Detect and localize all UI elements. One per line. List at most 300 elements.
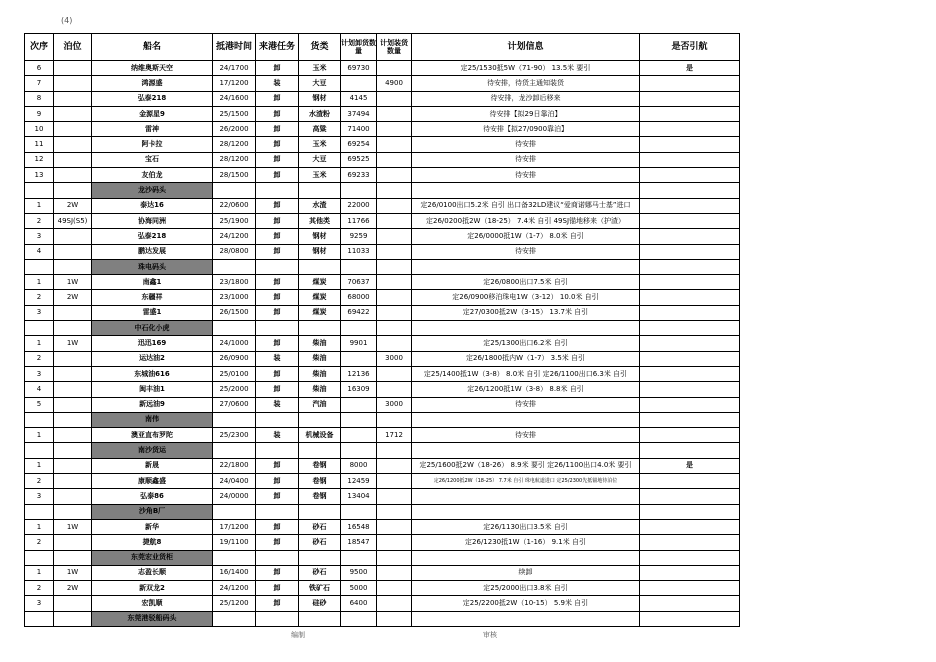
cell-plan: 定25/1300出口6.2米 自引 bbox=[412, 336, 640, 351]
cell-arrival: 26/0900 bbox=[213, 351, 256, 366]
cell-plan: 待安排，龙沙卸后移来 bbox=[412, 91, 640, 106]
section-blank-cell bbox=[213, 611, 256, 626]
cell-load-qty bbox=[377, 106, 412, 121]
cell-berth bbox=[54, 61, 92, 76]
col-header-cargo: 货类 bbox=[299, 34, 341, 61]
cell-berth bbox=[54, 366, 92, 381]
table-row bbox=[25, 458, 740, 473]
section-blank-cell bbox=[341, 504, 377, 519]
table-row bbox=[25, 106, 740, 121]
cell-arrival: 24/0000 bbox=[213, 489, 256, 504]
cell-arrival: 23/1800 bbox=[213, 275, 256, 290]
section-blank-cell bbox=[341, 259, 377, 274]
cell-seq: 1 bbox=[25, 519, 54, 534]
cell-plan: 待安排，待货主通知装货 bbox=[412, 76, 640, 91]
section-blank-cell bbox=[377, 443, 412, 458]
cell-berth: 49SJ(S5) bbox=[54, 213, 92, 228]
cell-plan: 待安排【拟29日靠泊】 bbox=[412, 106, 640, 121]
cell-cargo: 钢材 bbox=[299, 229, 341, 244]
section-blank-cell bbox=[412, 321, 640, 336]
cell-unload-qty: 16548 bbox=[341, 519, 377, 534]
section-blank-cell bbox=[213, 550, 256, 565]
cell-ship: 鸿源盛 bbox=[92, 76, 213, 91]
footer-compiled: 编制 bbox=[291, 631, 305, 639]
cell-pilot bbox=[640, 244, 740, 259]
cell-arrival: 23/1000 bbox=[213, 290, 256, 305]
cell-plan: 定25/1530抵5W（71-90） 13.5米 要引 bbox=[412, 61, 640, 76]
cell-ship: 东疆祥 bbox=[92, 290, 213, 305]
cell-arrival: 24/1700 bbox=[213, 61, 256, 76]
cell-arrival: 28/1200 bbox=[213, 137, 256, 152]
cell-unload-qty: 4145 bbox=[341, 91, 377, 106]
cell-unload-qty: 71400 bbox=[341, 122, 377, 137]
table-row bbox=[25, 122, 740, 137]
table-row bbox=[25, 213, 740, 228]
table-row bbox=[25, 91, 740, 106]
cell-plan: 待安排 bbox=[412, 428, 640, 443]
cell-arrival: 25/2000 bbox=[213, 382, 256, 397]
section-blank-cell bbox=[256, 443, 299, 458]
cell-seq: 3 bbox=[25, 596, 54, 611]
cell-pilot bbox=[640, 489, 740, 504]
cell-berth bbox=[54, 91, 92, 106]
cell-ship: 东城油616 bbox=[92, 366, 213, 381]
cell-arrival: 28/1200 bbox=[213, 152, 256, 167]
cell-ship: 捷航8 bbox=[92, 535, 213, 550]
cell-seq: 4 bbox=[25, 244, 54, 259]
cell-load-qty bbox=[377, 229, 412, 244]
cell-task: 装 bbox=[256, 76, 299, 91]
cell-task: 卸 bbox=[256, 275, 299, 290]
section-blank-cell bbox=[213, 504, 256, 519]
cell-ship: 宝石 bbox=[92, 152, 213, 167]
section-blank-cell bbox=[213, 183, 256, 198]
cell-load-qty bbox=[377, 305, 412, 320]
cell-load-qty bbox=[377, 565, 412, 580]
section-blank-cell bbox=[256, 550, 299, 565]
section-blank-cell bbox=[54, 321, 92, 336]
cell-cargo: 硅砂 bbox=[299, 596, 341, 611]
table-row bbox=[25, 244, 740, 259]
cell-ship: 纳维奥斯天空 bbox=[92, 61, 213, 76]
cell-pilot bbox=[640, 91, 740, 106]
cell-load-qty bbox=[377, 275, 412, 290]
cell-berth bbox=[54, 76, 92, 91]
section-row bbox=[25, 412, 740, 427]
section-blank-cell bbox=[25, 611, 54, 626]
cell-task: 卸 bbox=[256, 336, 299, 351]
cell-seq: 7 bbox=[25, 76, 54, 91]
cell-plan: 定26/1200抵1W（3-8） 8.8米 自引 bbox=[412, 382, 640, 397]
cell-ship: 金源星9 bbox=[92, 106, 213, 121]
cell-berth: 2W bbox=[54, 581, 92, 596]
cell-seq: 3 bbox=[25, 229, 54, 244]
cell-ship: 康顺鑫盛 bbox=[92, 474, 213, 489]
cell-task: 卸 bbox=[256, 382, 299, 397]
cell-task: 卸 bbox=[256, 106, 299, 121]
cell-pilot bbox=[640, 137, 740, 152]
section-blank-cell bbox=[256, 183, 299, 198]
section-blank-cell bbox=[25, 550, 54, 565]
cell-task: 卸 bbox=[256, 565, 299, 580]
cell-berth bbox=[54, 382, 92, 397]
section-blank-cell bbox=[54, 259, 92, 274]
section-blank-cell bbox=[256, 504, 299, 519]
section-blank-cell bbox=[213, 443, 256, 458]
table-row bbox=[25, 290, 740, 305]
cell-load-qty bbox=[377, 474, 412, 489]
cell-task: 卸 bbox=[256, 213, 299, 228]
cell-cargo: 柴油 bbox=[299, 336, 341, 351]
cell-unload-qty: 9901 bbox=[341, 336, 377, 351]
cell-plan: 定25/1400抵1W（3-8） 8.0米 自引 定26/1100出口6.3米 自引 bbox=[412, 366, 640, 381]
cell-seq: 2 bbox=[25, 535, 54, 550]
table-row bbox=[25, 428, 740, 443]
cell-unload-qty: 12459 bbox=[341, 474, 377, 489]
cell-cargo: 水渣 bbox=[299, 198, 341, 213]
cell-cargo: 其他类 bbox=[299, 213, 341, 228]
cell-task: 装 bbox=[256, 351, 299, 366]
cell-load-qty bbox=[377, 213, 412, 228]
cell-berth bbox=[54, 458, 92, 473]
section-blank-cell bbox=[256, 259, 299, 274]
table-row bbox=[25, 76, 740, 91]
cell-plan bbox=[412, 489, 640, 504]
cell-unload-qty: 16309 bbox=[341, 382, 377, 397]
table-row bbox=[25, 366, 740, 381]
cell-arrival: 17/1200 bbox=[213, 519, 256, 534]
cell-berth bbox=[54, 489, 92, 504]
cell-cargo: 玉米 bbox=[299, 61, 341, 76]
cell-ship: 南鑫1 bbox=[92, 275, 213, 290]
section-row bbox=[25, 259, 740, 274]
cell-seq: 1 bbox=[25, 428, 54, 443]
cell-cargo: 玉米 bbox=[299, 137, 341, 152]
table-row bbox=[25, 565, 740, 580]
cell-task: 卸 bbox=[256, 366, 299, 381]
cell-plan: 定26/1230抵1W（1-16） 9.1米 自引 bbox=[412, 535, 640, 550]
cell-unload-qty bbox=[341, 397, 377, 412]
section-blank-cell bbox=[412, 443, 640, 458]
cell-plan: 定26/0800出口7.5米 自引 bbox=[412, 275, 640, 290]
table-row bbox=[25, 168, 740, 183]
cell-arrival: 19/1100 bbox=[213, 535, 256, 550]
section-blank-cell bbox=[213, 259, 256, 274]
cell-unload-qty bbox=[341, 351, 377, 366]
section-blank-cell bbox=[25, 443, 54, 458]
table-row bbox=[25, 336, 740, 351]
cell-pilot bbox=[640, 275, 740, 290]
cell-seq: 2 bbox=[25, 351, 54, 366]
section-row bbox=[25, 550, 740, 565]
cell-task: 卸 bbox=[256, 581, 299, 596]
cell-pilot bbox=[640, 382, 740, 397]
section-blank-cell bbox=[299, 259, 341, 274]
section-blank-cell bbox=[256, 611, 299, 626]
cell-load-qty bbox=[377, 91, 412, 106]
cell-pilot bbox=[640, 428, 740, 443]
cell-cargo: 汽油 bbox=[299, 397, 341, 412]
cell-ship: 泰达16 bbox=[92, 198, 213, 213]
cell-cargo: 煤炭 bbox=[299, 305, 341, 320]
section-blank-cell bbox=[412, 183, 640, 198]
cell-load-qty bbox=[377, 168, 412, 183]
col-header-seq: 次序 bbox=[25, 34, 54, 61]
cell-pilot: 是 bbox=[640, 458, 740, 473]
section-blank-cell bbox=[25, 504, 54, 519]
table-row bbox=[25, 229, 740, 244]
cell-berth bbox=[54, 229, 92, 244]
cell-ship: 雷盛1 bbox=[92, 305, 213, 320]
cell-berth: 2W bbox=[54, 198, 92, 213]
cell-unload-qty: 5000 bbox=[341, 581, 377, 596]
cell-berth bbox=[54, 152, 92, 167]
cell-task: 卸 bbox=[256, 305, 299, 320]
cell-pilot bbox=[640, 106, 740, 121]
cell-task: 卸 bbox=[256, 519, 299, 534]
cell-task: 卸 bbox=[256, 596, 299, 611]
cell-ship: 弘泰218 bbox=[92, 229, 213, 244]
section-name: 龙沙码头 bbox=[92, 183, 213, 198]
cell-arrival: 22/0600 bbox=[213, 198, 256, 213]
col-header-berth: 泊位 bbox=[54, 34, 92, 61]
cell-task: 卸 bbox=[256, 61, 299, 76]
section-blank-cell bbox=[341, 183, 377, 198]
col-header-unload-qty: 计划卸货数量 bbox=[341, 34, 377, 61]
cell-plan: 待安排 bbox=[412, 137, 640, 152]
table-row bbox=[25, 198, 740, 213]
cell-unload-qty: 18547 bbox=[341, 535, 377, 550]
cell-ship: 鹏达发展 bbox=[92, 244, 213, 259]
cell-berth bbox=[54, 137, 92, 152]
cell-task: 卸 bbox=[256, 458, 299, 473]
cell-arrival: 22/1800 bbox=[213, 458, 256, 473]
section-row bbox=[25, 504, 740, 519]
cell-plan: 定26/0000抵1W（1-7） 8.0米 自引 bbox=[412, 229, 640, 244]
cell-plan: 定27/0300抵2W（3-15） 13.7米 自引 bbox=[412, 305, 640, 320]
cell-pilot bbox=[640, 229, 740, 244]
section-name: 沙角B厂 bbox=[92, 504, 213, 519]
cell-berth: 1W bbox=[54, 336, 92, 351]
section-blank-cell bbox=[25, 259, 54, 274]
cell-ship: 新华 bbox=[92, 519, 213, 534]
cell-pilot bbox=[640, 76, 740, 91]
section-blank-cell bbox=[299, 412, 341, 427]
cell-arrival: 27/0600 bbox=[213, 397, 256, 412]
section-blank-cell bbox=[341, 550, 377, 565]
cell-task: 卸 bbox=[256, 244, 299, 259]
cell-seq: 5 bbox=[25, 397, 54, 412]
cell-pilot bbox=[640, 336, 740, 351]
cell-ship: 新双龙2 bbox=[92, 581, 213, 596]
col-header-load-qty: 计划装货数量 bbox=[377, 34, 412, 61]
section-blank-cell bbox=[256, 412, 299, 427]
cell-ship: 协海同洲 bbox=[92, 213, 213, 228]
cell-cargo: 砂石 bbox=[299, 535, 341, 550]
cell-unload-qty: 9259 bbox=[341, 229, 377, 244]
section-blank-cell bbox=[640, 259, 740, 274]
cell-plan: 定25/2000出口3.8米 自引 bbox=[412, 581, 640, 596]
section-blank-cell bbox=[213, 412, 256, 427]
cell-task: 卸 bbox=[256, 137, 299, 152]
cell-plan: 定26/0100出口5.2米 自引 出口备32LD建议“爱商诺娜马士基”进口 bbox=[412, 198, 640, 213]
cell-unload-qty bbox=[341, 76, 377, 91]
cell-task: 卸 bbox=[256, 198, 299, 213]
cell-task: 卸 bbox=[256, 535, 299, 550]
section-blank-cell bbox=[54, 611, 92, 626]
cell-cargo: 煤炭 bbox=[299, 290, 341, 305]
cell-arrival: 28/0800 bbox=[213, 244, 256, 259]
cell-ship: 新晟 bbox=[92, 458, 213, 473]
cell-task: 装 bbox=[256, 428, 299, 443]
cell-load-qty: 3000 bbox=[377, 397, 412, 412]
cell-seq: 6 bbox=[25, 61, 54, 76]
cell-unload-qty: 22000 bbox=[341, 198, 377, 213]
cell-seq: 3 bbox=[25, 366, 54, 381]
cell-task: 卸 bbox=[256, 229, 299, 244]
cell-seq: 11 bbox=[25, 137, 54, 152]
cell-task: 卸 bbox=[256, 122, 299, 137]
cell-ship: 迅迅169 bbox=[92, 336, 213, 351]
cell-seq: 12 bbox=[25, 152, 54, 167]
cell-arrival: 24/1000 bbox=[213, 336, 256, 351]
page-number: (4) bbox=[61, 16, 73, 25]
section-blank-cell bbox=[640, 611, 740, 626]
table-row bbox=[25, 489, 740, 504]
cell-unload-qty: 69254 bbox=[341, 137, 377, 152]
cell-seq: 8 bbox=[25, 91, 54, 106]
cell-load-qty bbox=[377, 366, 412, 381]
cell-ship: 宏凯顺 bbox=[92, 596, 213, 611]
cell-cargo: 煤炭 bbox=[299, 275, 341, 290]
section-blank-cell bbox=[54, 550, 92, 565]
cell-berth bbox=[54, 305, 92, 320]
cell-load-qty bbox=[377, 244, 412, 259]
cell-seq: 9 bbox=[25, 106, 54, 121]
cell-berth bbox=[54, 397, 92, 412]
cell-cargo: 柴油 bbox=[299, 351, 341, 366]
table-row bbox=[25, 596, 740, 611]
cell-pilot bbox=[640, 213, 740, 228]
cell-load-qty bbox=[377, 290, 412, 305]
cell-arrival: 24/0400 bbox=[213, 474, 256, 489]
cell-cargo: 柴油 bbox=[299, 366, 341, 381]
cell-plan: 定26/1800抵内W（1-7） 3.5米 自引 bbox=[412, 351, 640, 366]
cell-ship: 闽丰油1 bbox=[92, 382, 213, 397]
header-row bbox=[25, 34, 740, 61]
cell-unload-qty: 68000 bbox=[341, 290, 377, 305]
cell-arrival: 26/2000 bbox=[213, 122, 256, 137]
section-blank-cell bbox=[377, 259, 412, 274]
section-blank-cell bbox=[640, 321, 740, 336]
cell-load-qty bbox=[377, 458, 412, 473]
section-blank-cell bbox=[299, 504, 341, 519]
table-row bbox=[25, 305, 740, 320]
cell-load-qty bbox=[377, 535, 412, 550]
cell-task: 卸 bbox=[256, 489, 299, 504]
cell-load-qty bbox=[377, 581, 412, 596]
cell-pilot bbox=[640, 366, 740, 381]
cell-cargo: 卷钢 bbox=[299, 489, 341, 504]
cell-cargo: 砂石 bbox=[299, 565, 341, 580]
section-blank-cell bbox=[341, 412, 377, 427]
section-blank-cell bbox=[25, 412, 54, 427]
cell-load-qty bbox=[377, 137, 412, 152]
cell-unload-qty: 69233 bbox=[341, 168, 377, 183]
table-row bbox=[25, 61, 740, 76]
section-row bbox=[25, 611, 740, 626]
section-blank-cell bbox=[640, 443, 740, 458]
cell-arrival: 25/1200 bbox=[213, 596, 256, 611]
cell-unload-qty: 69422 bbox=[341, 305, 377, 320]
cell-seq: 13 bbox=[25, 168, 54, 183]
cell-seq: 10 bbox=[25, 122, 54, 137]
cell-berth bbox=[54, 244, 92, 259]
cell-berth bbox=[54, 168, 92, 183]
cell-cargo: 钢材 bbox=[299, 244, 341, 259]
section-blank-cell bbox=[256, 321, 299, 336]
cell-load-qty: 3000 bbox=[377, 351, 412, 366]
cell-unload-qty: 37494 bbox=[341, 106, 377, 121]
cell-pilot bbox=[640, 305, 740, 320]
table-row bbox=[25, 351, 740, 366]
cell-berth bbox=[54, 428, 92, 443]
cell-plan: 定26/1200抵2W（18-25） 7.7米 自引 珠电航道进口 定25/2300先抵锚地待泊位 bbox=[412, 474, 640, 489]
section-blank-cell bbox=[299, 321, 341, 336]
section-blank-cell bbox=[299, 183, 341, 198]
cell-pilot bbox=[640, 290, 740, 305]
col-header-pilot: 是否引航 bbox=[640, 34, 740, 61]
section-blank-cell bbox=[640, 183, 740, 198]
cell-pilot bbox=[640, 198, 740, 213]
table-row bbox=[25, 535, 740, 550]
cell-pilot bbox=[640, 474, 740, 489]
cell-arrival: 17/1200 bbox=[213, 76, 256, 91]
cell-cargo: 铁矿石 bbox=[299, 581, 341, 596]
cell-unload-qty: 69525 bbox=[341, 152, 377, 167]
cell-cargo: 大豆 bbox=[299, 152, 341, 167]
cell-task: 卸 bbox=[256, 152, 299, 167]
cell-seq: 2 bbox=[25, 290, 54, 305]
cell-plan: 待安排 bbox=[412, 244, 640, 259]
cell-pilot bbox=[640, 519, 740, 534]
cell-plan: 待安排 bbox=[412, 397, 640, 412]
cell-pilot bbox=[640, 122, 740, 137]
cell-cargo: 钢材 bbox=[299, 91, 341, 106]
table-row bbox=[25, 474, 740, 489]
section-blank-cell bbox=[412, 550, 640, 565]
cell-unload-qty: 13404 bbox=[341, 489, 377, 504]
section-name: 中石化小虎 bbox=[92, 321, 213, 336]
cell-unload-qty: 70637 bbox=[341, 275, 377, 290]
footer-reviewed: 审核 bbox=[483, 631, 497, 639]
cell-arrival: 26/1500 bbox=[213, 305, 256, 320]
section-blank-cell bbox=[299, 550, 341, 565]
cell-arrival: 28/1500 bbox=[213, 168, 256, 183]
cell-ship: 澳亚直布罗陀 bbox=[92, 428, 213, 443]
cell-unload-qty: 6400 bbox=[341, 596, 377, 611]
section-blank-cell bbox=[54, 504, 92, 519]
cell-seq: 3 bbox=[25, 489, 54, 504]
section-blank-cell bbox=[341, 611, 377, 626]
section-blank-cell bbox=[412, 504, 640, 519]
section-blank-cell bbox=[341, 321, 377, 336]
cell-task: 卸 bbox=[256, 474, 299, 489]
table-row bbox=[25, 397, 740, 412]
cell-plan: 定26/0200抵2W（18-25） 7.4米 自引 49SJ锚地移来（护渣） bbox=[412, 213, 640, 228]
cell-plan: 待安排 bbox=[412, 168, 640, 183]
cell-load-qty bbox=[377, 61, 412, 76]
